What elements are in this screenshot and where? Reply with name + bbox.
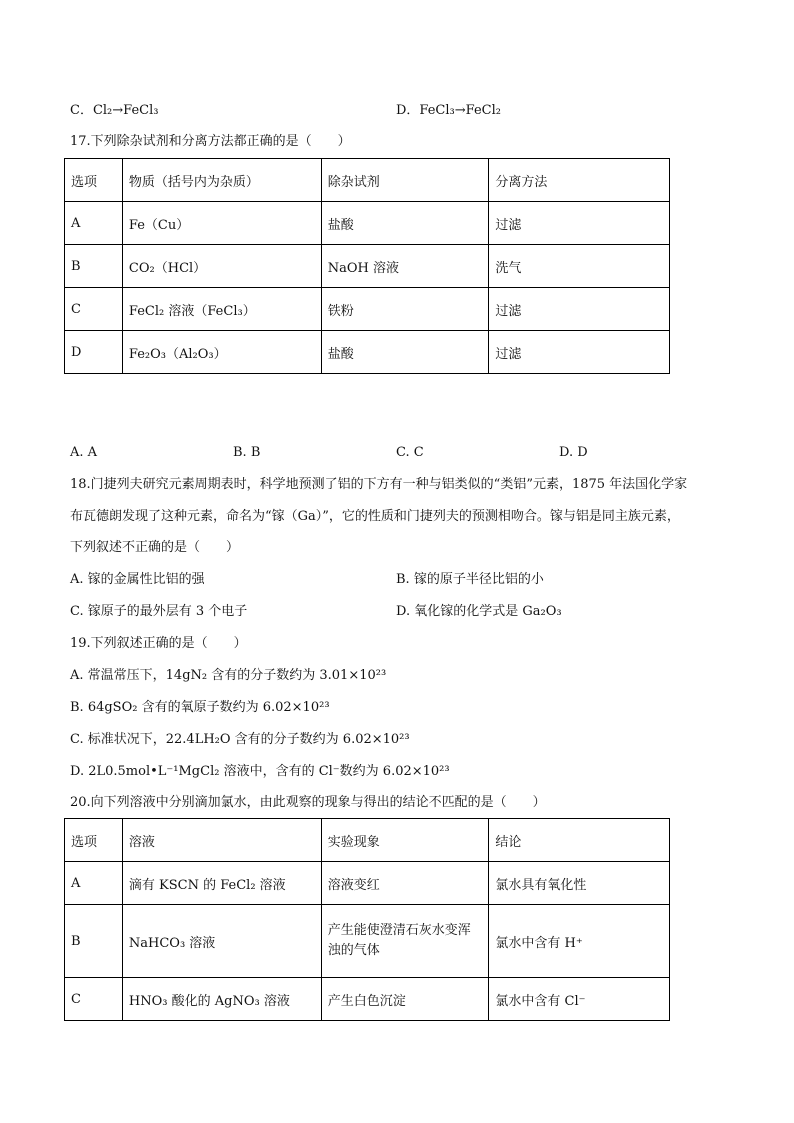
header-cell: 选项 bbox=[65, 159, 123, 202]
table-row bbox=[65, 862, 670, 905]
table-cell: A bbox=[65, 862, 123, 905]
q17-option-b: B. B bbox=[233, 445, 261, 460]
q20-stem: 20.向下列溶液中分别滴加氯水，由此观察的现象与得出的结论不匹配的是（ ） bbox=[70, 795, 546, 810]
table-cell: Fe（Cu） bbox=[122, 202, 321, 245]
q17-table bbox=[64, 158, 670, 374]
table-header-row bbox=[65, 819, 670, 862]
table-cell: C bbox=[65, 978, 123, 1021]
table-cell: FeCl₂ 溶液（FeCl₃） bbox=[122, 288, 321, 331]
header-cell: 分离方法 bbox=[489, 159, 670, 202]
table-cell: CO₂（HCl） bbox=[122, 245, 321, 288]
table-cell: 过滤 bbox=[489, 331, 670, 374]
table-row bbox=[65, 288, 670, 331]
table-cell: D bbox=[65, 331, 123, 374]
q17-option-d: D. D bbox=[559, 445, 588, 460]
table-row bbox=[65, 245, 670, 288]
table-row bbox=[65, 978, 670, 1021]
q19-option-a: A. 常温常压下，14gN₂ 含有的分子数约为 3.01×10²³ bbox=[70, 668, 387, 683]
table-cell: 氯水具有氧化性 bbox=[489, 862, 670, 905]
table-cell: 氯水中含有 Cl⁻ bbox=[489, 978, 670, 1021]
table-row bbox=[65, 905, 670, 978]
q17-stem: 17.下列除杂试剂和分离方法都正确的是（ ） bbox=[70, 134, 351, 149]
header-cell: 溶液 bbox=[122, 819, 321, 862]
table-cell: 滴有 KSCN 的 FeCl₂ 溶液 bbox=[122, 862, 321, 905]
q16-option-d: D．FeCl₃→FeCl₂ bbox=[396, 103, 501, 118]
table-cell: HNO₃ 酸化的 AgNO₃ 溶液 bbox=[122, 978, 321, 1021]
q18-stem-line-1: 18.门捷列夫研究元素周期表时，科学地预测了铝的下方有一种与铝类似的“类铝”元素，1875 年法国化学家 bbox=[70, 477, 688, 492]
q18-stem-line-2: 布瓦德朗发现了这种元素，命名为“镓（Ga）”，它的性质和门捷列夫的预测相吻合。镓与铝是同主族元素， bbox=[70, 509, 680, 524]
q18-option-b: B. 镓的原子半径比铝的小 bbox=[396, 572, 544, 587]
q20-table bbox=[64, 818, 670, 1021]
table-cell: 盐酸 bbox=[321, 202, 489, 245]
q17-option-a: A. A bbox=[70, 445, 98, 460]
table-cell: 过滤 bbox=[489, 202, 670, 245]
q19-stem: 19.下列叙述正确的是（ ） bbox=[70, 636, 247, 651]
header-cell: 物质（括号内为杂质） bbox=[122, 159, 321, 202]
table-cell: 产生白色沉淀 bbox=[321, 978, 489, 1021]
table-row bbox=[65, 331, 670, 374]
q18-option-c: C. 镓原子的最外层有 3 个电子 bbox=[70, 604, 248, 619]
q19-option-c: C. 标准状况下，22.4LH₂O 含有的分子数约为 6.02×10²³ bbox=[70, 732, 410, 747]
q18-option-a: A. 镓的金属性比铝的强 bbox=[70, 572, 205, 587]
table-cell: B bbox=[65, 905, 123, 978]
header-cell: 实验现象 bbox=[321, 819, 489, 862]
table-cell: A bbox=[65, 202, 123, 245]
q19-option-d: D. 2L0.5mol•L⁻¹MgCl₂ 溶液中，含有的 Cl⁻数约为 6.02×10²³ bbox=[70, 764, 450, 779]
header-cell: 结论 bbox=[489, 819, 670, 862]
table-cell: 洗气 bbox=[489, 245, 670, 288]
header-cell: 选项 bbox=[65, 819, 123, 862]
table-cell: 溶液变红 bbox=[321, 862, 489, 905]
table-cell: 盐酸 bbox=[321, 331, 489, 374]
table-row bbox=[65, 202, 670, 245]
table-cell: 氯水中含有 H⁺ bbox=[489, 905, 670, 978]
q18-option-d: D. 氧化镓的化学式是 Ga₂O₃ bbox=[396, 604, 562, 619]
table-cell: 产生能使澄清石灰水变浑浊的气体 bbox=[321, 905, 489, 978]
q16-option-c: C．Cl₂→FeCl₃ bbox=[70, 103, 159, 118]
table-cell: NaHCO₃ 溶液 bbox=[122, 905, 321, 978]
header-cell: 除杂试剂 bbox=[321, 159, 489, 202]
table-cell: 过滤 bbox=[489, 288, 670, 331]
table-cell: B bbox=[65, 245, 123, 288]
table-cell: 铁粉 bbox=[321, 288, 489, 331]
table-cell: NaOH 溶液 bbox=[321, 245, 489, 288]
q19-option-b: B. 64gSO₂ 含有的氧原子数约为 6.02×10²³ bbox=[70, 700, 330, 715]
table-header-row bbox=[65, 159, 670, 202]
q17-option-c: C. C bbox=[396, 445, 424, 460]
table-cell: C bbox=[65, 288, 123, 331]
q18-stem-line-3: 下列叙述不正确的是（ ） bbox=[70, 540, 240, 555]
table-cell: Fe₂O₃（Al₂O₃） bbox=[122, 331, 321, 374]
